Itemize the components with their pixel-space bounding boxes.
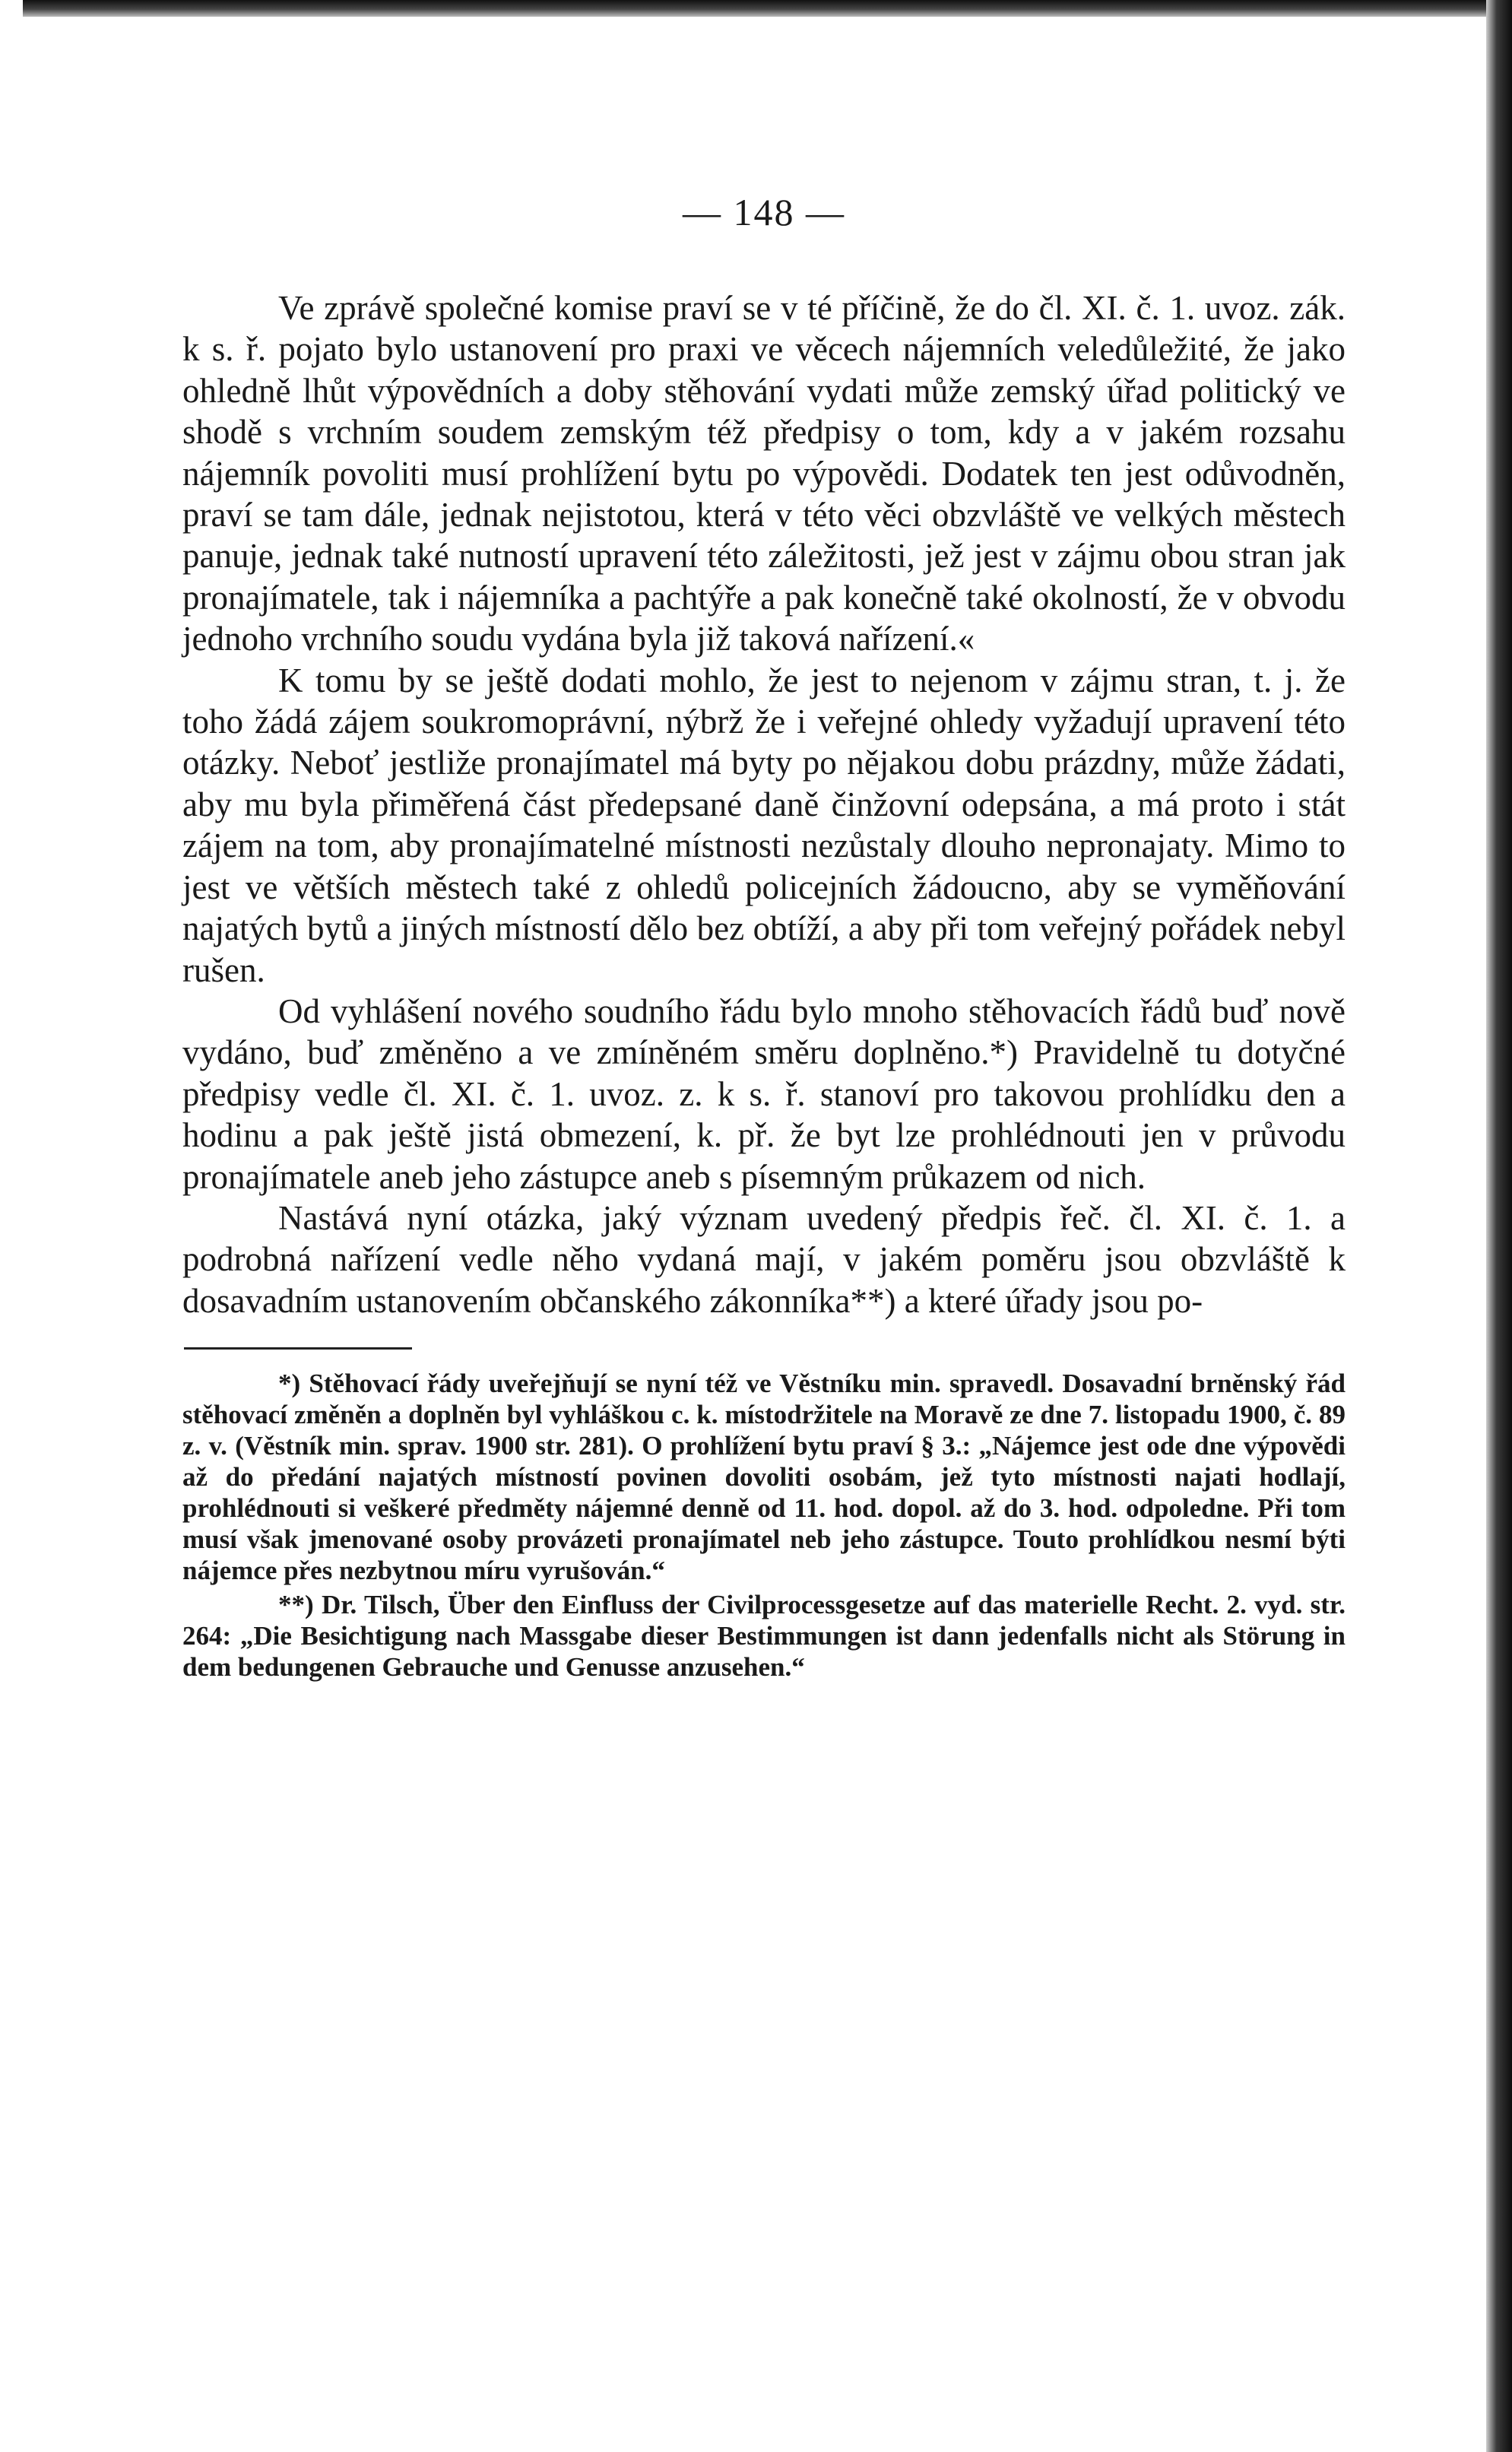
page-number: — 148 — <box>683 191 845 233</box>
footnotes <box>182 1368 1346 1683</box>
scan-border-top <box>23 0 1512 17</box>
footnote-2: **) Dr. Tilsch, Über den Einfluss der Civilprocessgesetze auf das materielle Recht. 2. vyd. str. 264: „Die Besichtigung nach Massgabe dieser Bestimmungen ist dann jedenfalls nicht als Störung in dem bedungenen Gebrauche und Genusse anzusehen.“ <box>182 1590 1346 1683</box>
scan-border-right <box>1486 0 1512 2452</box>
paragraph-2: K tomu by se ještě dodati mohlo, že jest to nejenom v zájmu stran, t. j. že toho žádá zájem soukromoprávní, nýbrž že i veřejné ohledy vyžadují upravení této otázky. Neboť jestliže pronajímatel má byty po nějakou dobu prázdny, může žádati, aby mu byla přiměřená část předepsané daně činžovní odepsána, a má proto i stát zájem na tom, aby pronajímatelné místnosti nezůstaly dlouho nepronajaty. Mimo to jest ve větších městech také z ohledů policejních žádoucno, aby se vyměňování najatých bytů a jiných místností dělo bez obtíží, a aby při tom veřejný pořádek nebyl rušen. <box>182 661 1346 989</box>
footnote-1: *) Stěhovací řády uveřejňují se nyní též ve Věstníku min. spravedl. Dosavadní brněnský řád stěhovací změněn a doplněn byl vyhláškou c. k. místodržitele na Moravě ze dne 7. listopadu 1900, č. 89 z. v. (Věstník min. sprav. 1900 str. 281). O prohlížení bytu praví § 3.: „Nájemce jest ode dne výpovědi až do předání najatých místností povinen dovoliti osobám, jež tyto místnosti najati hodlají, prohlédnouti si veškeré předměty nájemné denně od 11. hod. dopol. až do 3. hod. odpoledne. Při tom musí však jmenované osoby provázeti pronajímatel neb jeho zástupce. Touto prohlídkou nesmí býti nájemce přes nezbytnou míru vyrušován.“ <box>182 1369 1346 1586</box>
body-text <box>182 287 1346 1321</box>
paragraph-4: Nastává nyní otázka, jaký význam uvedený předpis řeč. čl. XI. č. 1. a podrobná nařízení vedle něho vydaná mají, v jakém poměru jsou obzvláště k dosavadním ustanovením občanského zákonníka**) a které úřady jsou po- <box>182 1198 1346 1320</box>
footnote-divider <box>184 1347 412 1350</box>
book-page <box>182 190 1346 1683</box>
paragraph-3: Od vyhlášení nového soudního řádu bylo mnoho stěhovacích řádů buď nově vydáno, buď změněno a ve zmíněném směru doplněno.*) Pravidelně tu dotyčné předpisy vedle čl. XI. č. 1. uvoz. z. k s. ř. stanoví pro takovou prohlídku den a hodinu a pak ještě jistá obmezení, k. př. že byt lze prohlédnouti jen v průvodu pronajímatele aneb jeho zástupce aneb s písemným průkazem od nich. <box>182 991 1346 1196</box>
paragraph-1: Ve zprávě společné komise praví se v té příčině, že do čl. XI. č. 1. uvoz. zák. k s. ř. pojato bylo ustanovení pro praxi ve věcech nájemních veledůležité, že jako ohledně lhůt výpovědních a doby stěhování vydati může zemský úřad politický ve shodě s vrchním soudem zemským též předpisy o tom, kdy a v jakém rozsahu nájemník povoliti musí prohlížení bytu po výpovědi. Dodatek ten jest odůvodněn, praví se tam dále, jednak nejistotou, která v této věci obzvláště ve velkých městech panuje, jednak také nutností upravení této záležitosti, jež jest v zájmu obou stran jak pronajímatele, tak i nájemníka a pachtýře a pak konečně také okolností, že v obvodu jednoho vrchního soudu vydána byla již taková nařízení.« <box>182 289 1346 658</box>
